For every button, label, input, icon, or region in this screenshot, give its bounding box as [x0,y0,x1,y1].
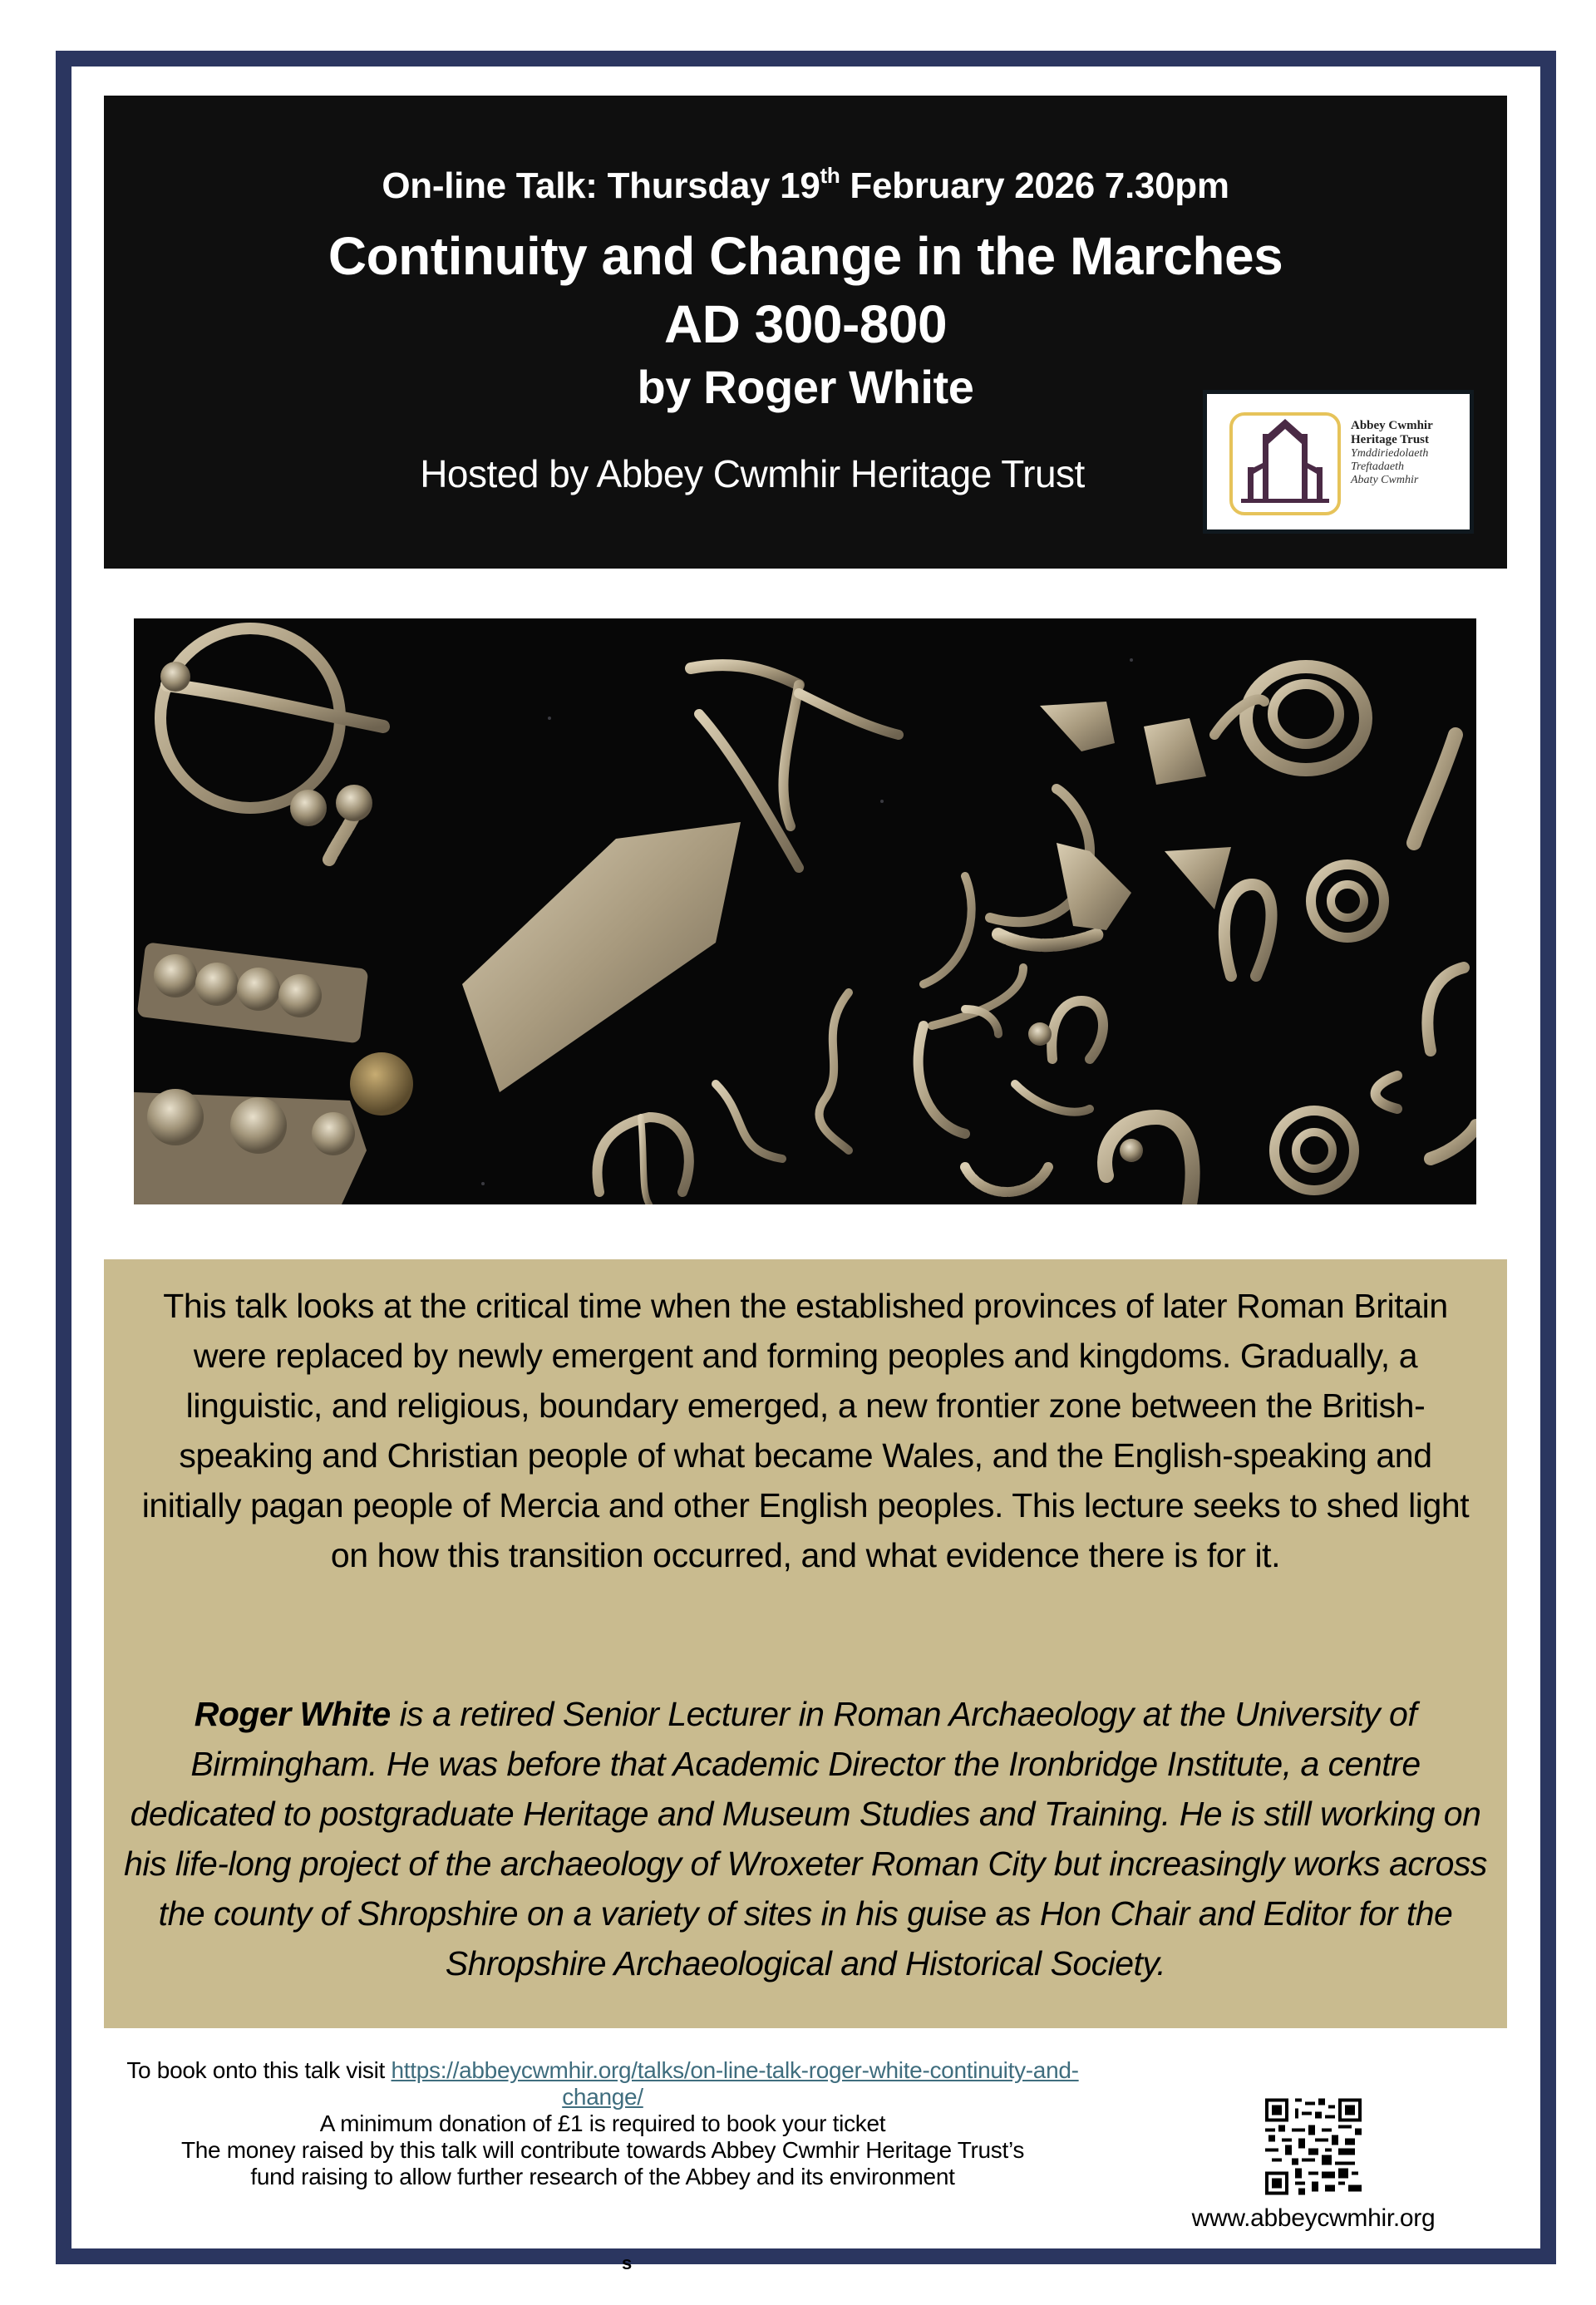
stray-character: s [622,2253,633,2273]
booking-info [104,2057,1101,2190]
talk-title [104,222,1507,358]
website-url[interactable]: www.abbeycwmhir.org [1191,2204,1436,2232]
abbey-arch-icon [1229,412,1341,515]
funding-note-2: fund raising to allow further research of the Abbey and its environment [250,2164,955,2189]
description-box [104,1259,1507,2028]
donation-note: A minimum donation of £1 is required to book your ticket [319,2110,886,2136]
logo-panel [1207,394,1470,529]
qr-code-icon[interactable] [1265,2098,1362,2195]
date-ordinal: th [820,163,840,188]
logo-welsh-2: Treftadaeth [1351,461,1405,473]
booking-line [104,2057,1101,2110]
funding-note-1: The money raised by this talk will contribute towards Abbey Cwmhir Heritage Trust’s [180,2137,1025,2163]
speaker-name: by Roger White [637,361,974,413]
trust-logo [1203,390,1474,534]
event-date [104,165,1507,207]
title-line-1: Continuity and Change in the Marches [328,226,1283,286]
logo-english-1: Abbey Cwmhir [1351,419,1433,432]
booking-prefix: To book onto this talk visit [126,2057,392,2083]
bio-name: Roger White [194,1695,391,1733]
artefacts-photo [134,618,1476,1204]
logo-english-2: Heritage Trust [1351,433,1430,446]
speaker-bio [121,1689,1490,1988]
booking-link[interactable]: https://abbeycwmhir.org/talks/on-line-talk-roger-white-continuity-and-change/ [391,2057,1079,2110]
talk-summary: This talk looks at the critical time when the established provinces of later Roman Britain were replaced by newly emergent and forming peoples and kingdoms. Gradually, a linguistic, and religious, boundary emerged, a new frontier zone between the British-speaking and Christian people of what became Wales, and the English-speaking and initially pagan people of Mercia and other English peoples. This lecture seeks to shed light on how this transition occurred, and what evidence there is for it. [141,1287,1470,1574]
date-prefix: On-line Talk: Thursday 19 [382,165,820,206]
logo-wordmark [1351,419,1467,487]
bio-text: is a retired Senior Lecturer in Roman Archaeology at the University of Birmingham. He was before that Academic Director the Ironbridge Institute, a centre dedicated to postgraduate Heritage and Museum Studies and Training. He is still working on his life-long project of the archaeology of Wroxeter Roman City but increasingly works across the county of Shropshire on a variety of sites in his guise as Hon Chair and Editor for the Shropshire Archaeological and Historical Society. [124,1695,1487,1982]
logo-welsh-3: Abaty Cwmhir [1351,474,1419,486]
date-rest: February 2026 7.30pm [840,165,1229,206]
poster-header [104,96,1507,569]
host-line: Hosted by Abbey Cwmhir Heritage Trust [420,452,1085,495]
logo-welsh-1: Ymddiriedolaeth [1351,447,1429,460]
title-line-2: AD 300-800 [663,294,948,354]
